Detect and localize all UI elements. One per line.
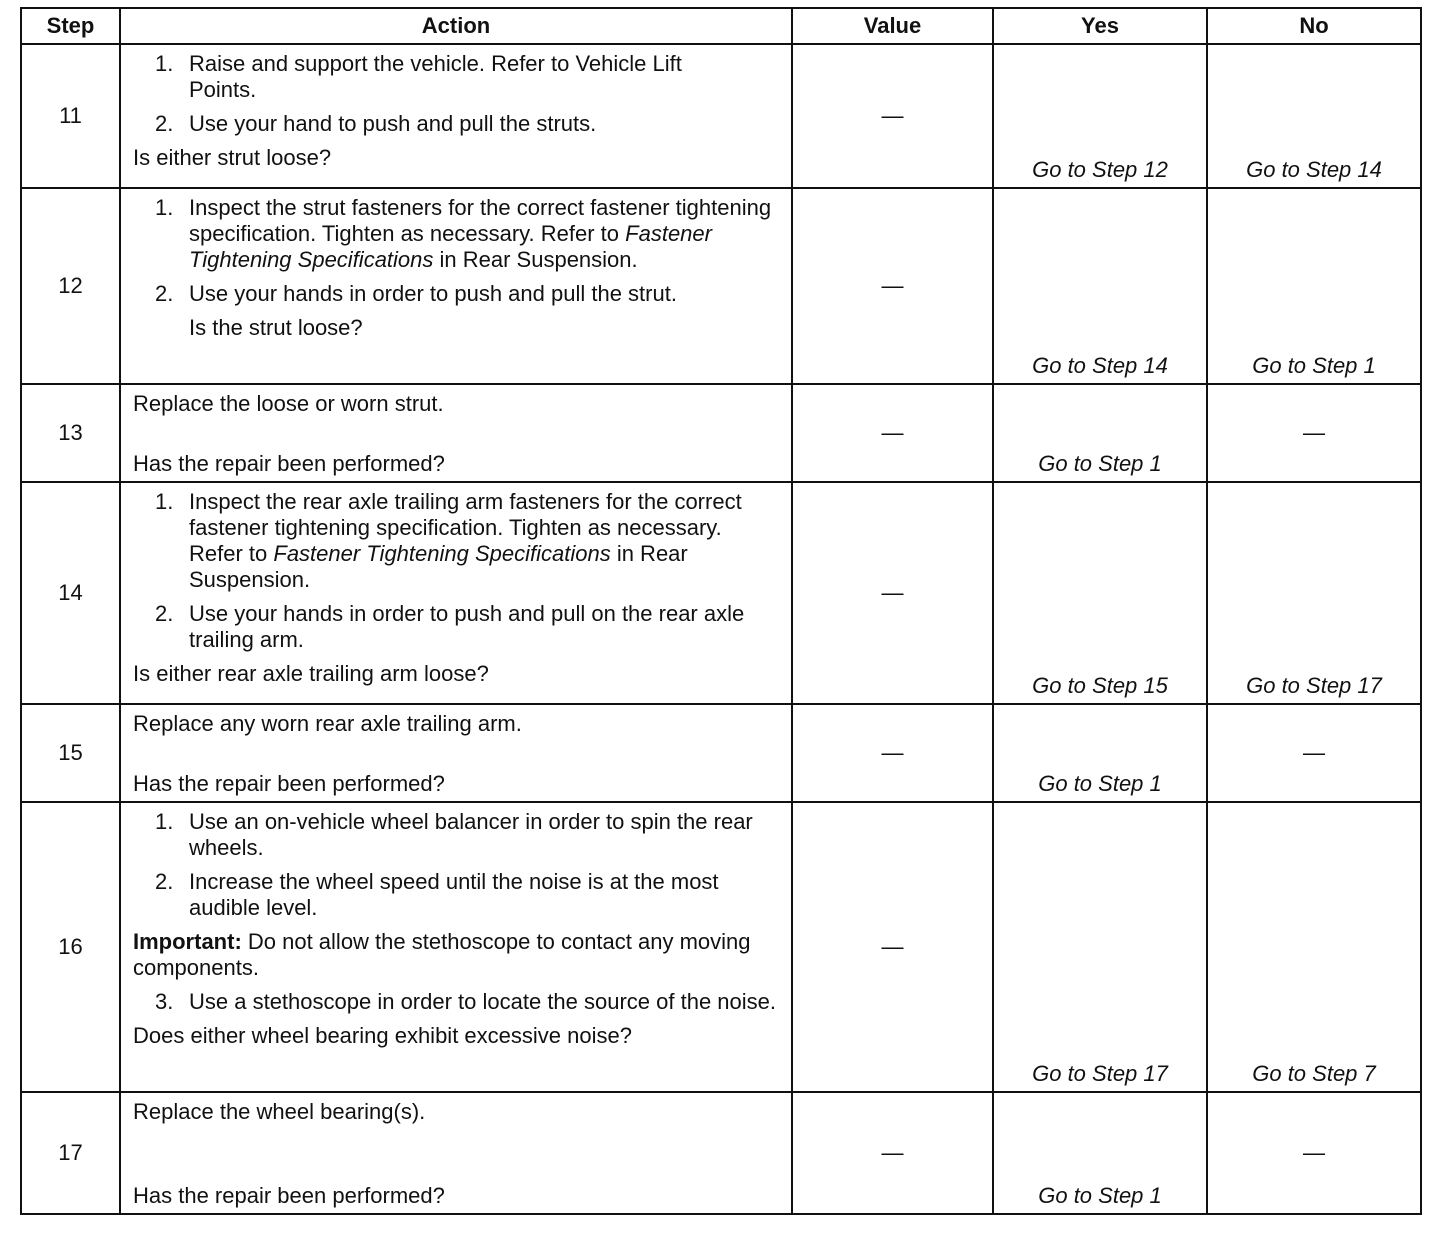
action-text: Replace any worn rear axle trailing arm. [133,711,522,736]
value-cell: — [792,704,993,802]
action-text: Replace the wheel bearing(s). [133,1099,426,1124]
header-value: Value [792,8,993,44]
no-cell: Go to Step 14 [1207,44,1421,188]
action-item-number: 3. [155,989,174,1014]
action-cell [120,188,792,384]
yes-cell: Go to Step 15 [993,482,1207,704]
step-number: 17 [21,1092,120,1214]
step-number: 11 [21,44,120,188]
action-cell [120,44,792,188]
action-question: Has the repair been performed? [133,771,445,796]
action-item-text-post: in Rear Suspension. [189,541,688,592]
action-item [133,601,779,653]
action-item [133,989,779,1015]
action-cell [120,384,792,482]
table-row [21,482,1421,704]
action-item-text-pre: Inspect the strut fasteners for the correct fastener tightening specification. Tighten as necessary. Refer to [189,195,772,246]
no-cell: — [1207,384,1421,482]
header-action: Action [120,8,792,44]
table-row [21,188,1421,384]
important-label: Important: [133,929,242,954]
action-item-text: Raise and support the vehicle. Refer to Vehicle Lift Points. [189,51,682,102]
value-cell: — [792,1092,993,1214]
action-cell [120,802,792,1092]
reference-link: Fastener Tightening Specifications [189,221,712,272]
yes-cell: Go to Step 1 [993,1092,1207,1214]
no-cell: Go to Step 1 [1207,188,1421,384]
yes-cell: Go to Step 14 [993,188,1207,384]
table-row [21,384,1421,482]
no-cell: — [1207,704,1421,802]
table-row [21,704,1421,802]
important-note [133,929,779,981]
header-no: No [1207,8,1421,44]
action-item-text [189,489,779,593]
value-cell: — [792,188,993,384]
value-cell: — [792,384,993,482]
action-question: Is either rear axle trailing arm loose? [133,661,489,686]
step-number: 13 [21,384,120,482]
action-item [133,195,779,273]
action-item-text: Use your hand to push and pull the struts. [189,111,597,136]
no-cell: Go to Step 7 [1207,802,1421,1092]
action-item-number: 1. [155,809,174,834]
diagnostic-table [20,7,1422,1215]
header-yes: Yes [993,8,1207,44]
action-item-text: Increase the wheel speed until the noise is at the most audible level. [189,869,719,920]
header-row [21,8,1421,44]
value-cell: — [792,482,993,704]
table-row [21,44,1421,188]
action-question: Is either strut loose? [133,145,332,170]
action-item-number: 1. [155,489,174,514]
step-number: 16 [21,802,120,1092]
header-step: Step [21,8,120,44]
step-number: 15 [21,704,120,802]
action-cell [120,482,792,704]
yes-cell: Go to Step 17 [993,802,1207,1092]
action-item-number: 1. [155,51,174,76]
action-item-text-post: in Rear Suspension. [433,247,638,272]
no-cell: Go to Step 17 [1207,482,1421,704]
action-question: Is the strut loose? [189,315,363,340]
action-item-text: Use your hands in order to push and pull the strut. [189,281,677,306]
action-item-text: Use an on-vehicle wheel balancer in order to spin the rear wheels. [189,809,753,860]
action-item-number: 1. [155,195,174,220]
action-text: Replace the loose or worn strut. [133,391,444,416]
action-item-number: 2. [155,869,174,894]
important-text: Do not allow the stethoscope to contact any moving components. [133,929,751,980]
action-item [133,489,779,593]
action-item [133,111,779,137]
action-item-text: Use your hands in order to push and pull on the rear axle trailing arm. [189,601,745,652]
action-item-number: 2. [155,281,174,306]
table-row [21,802,1421,1092]
action-item [133,281,779,307]
action-question: Does either wheel bearing exhibit excessive noise? [133,1023,632,1048]
yes-cell: Go to Step 12 [993,44,1207,188]
step-number: 12 [21,188,120,384]
yes-cell: Go to Step 1 [993,384,1207,482]
action-question: Has the repair been performed? [133,451,445,476]
action-item-text: Use a stethoscope in order to locate the source of the noise. [189,989,777,1014]
yes-cell: Go to Step 1 [993,704,1207,802]
action-item [133,51,779,103]
action-question: Has the repair been performed? [133,1183,445,1208]
action-cell [120,704,792,802]
action-item-number: 2. [155,601,174,626]
value-cell: — [792,802,993,1092]
action-item-text [189,195,779,273]
action-item-number: 2. [155,111,174,136]
action-item-text-pre: Inspect the rear axle trailing arm fasteners for the correct fastener tightening specification. Tighten as necessary. Refer to [189,489,742,566]
reference-link: Fastener Tightening Specifications [273,541,611,566]
value-cell: — [792,44,993,188]
action-item [133,869,779,921]
table-row [21,1092,1421,1214]
action-item [133,809,779,861]
step-number: 14 [21,482,120,704]
action-cell [120,1092,792,1214]
no-cell: — [1207,1092,1421,1214]
